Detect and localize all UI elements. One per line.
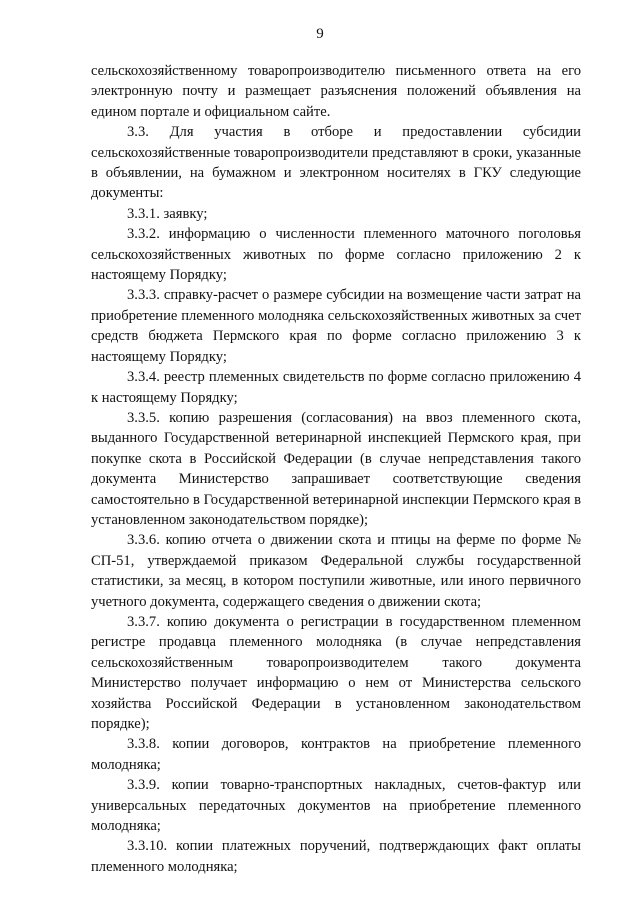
paragraph-3-3-7: 3.3.7. копию документа о регистрации в государственном племенном регистре продавца племенного молодняка (в случае непредставления сельскохозяйственным товаропроизводителем такого документа Министерство получает информацию о нем от Министерства сельского хозяйства Российской Федерации в установленном законодательством порядке); (91, 613, 581, 732)
paragraph-3-3-6: 3.3.6. копию отчета о движении скота и птицы на ферме по форме № СП-51, утверждаемой приказом Федеральной службы государственной статистики, за месяц, в котором поступили животные, или иного первичного учетного документа, содержащего сведения о движении скота; (91, 532, 581, 610)
paragraph-3-3-5: 3.3.5. копию разрешения (согласования) на ввоз племенного скота, выданного Государственной ветеринарной инспекцией Пермского края, при покупке скота в Российской Федерации (в случае непредставления такого документа Министерство запрашивает соответствующие сведения самостоятельно в Государственной ветеринарной инспекции Пермского края в установленном законодательством порядке); (91, 409, 581, 528)
paragraph-3-3-8: 3.3.8. копии договоров, контрактов на приобретение племенного молодняка; (91, 736, 581, 773)
paragraph-continuation: сельскохозяйственному товаропроизводителю письменного ответа на его электронную почту и размещает разъяснения положений объявления на едином портале и официальном сайте. (91, 63, 581, 120)
document-body (91, 61, 581, 877)
paragraph-3-3-2: 3.3.2. информацию о численности племенного маточного поголовья сельскохозяйственных животных по форме согласно приложению 2 к настоящему Порядку; (91, 226, 581, 284)
paragraph-3-3-1: 3.3.1. заявку; (127, 205, 208, 222)
paragraph-3-3-4: 3.3.4. реестр племенных свидетельств по форме согласно приложению 4 к настоящему Порядку; (91, 369, 581, 406)
paragraph-3-3-9: 3.3.9. копии товарно-транспортных накладных, счетов-фактур или универсальных передаточных документов на приобретение племенного молодняка; (91, 777, 581, 835)
paragraph-3-3-3: 3.3.3. справку-расчет о размере субсидии на возмещение части затрат на приобретение племенного молодняка сельскохозяйственных животных за счет средств бюджета Пермского края по форме согласно приложению 3 к настоящему Порядку; (91, 287, 581, 365)
page-number: 9 (316, 26, 324, 42)
paragraph-3-3-10: 3.3.10. копии платежных поручений, подтверждающих факт оплаты племенного молодняка; (91, 838, 581, 875)
paragraph-3-3: 3.3. Для участия в отборе и предоставлении субсидии сельскохозяйственные товаропроизводители представляют в сроки, указанные в объявлении, на бумажном и электронном носителях в ГКУ следующие документы: (91, 124, 581, 202)
